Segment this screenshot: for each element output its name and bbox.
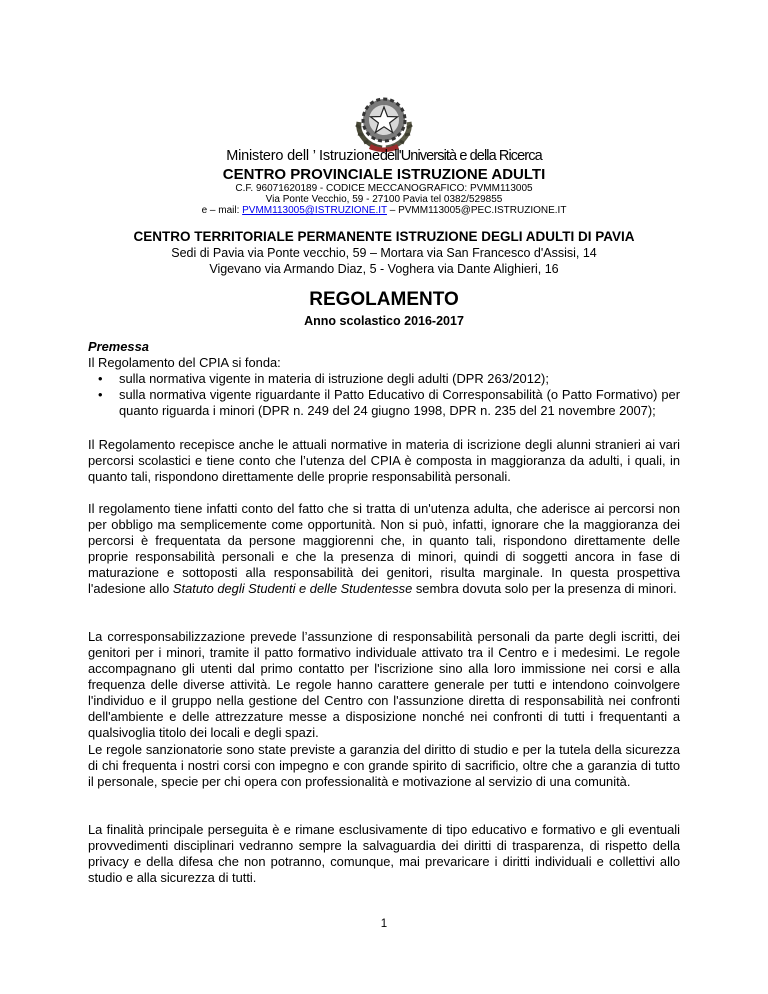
intro-sentence: Il Regolamento del CPIA si fonda: [88, 355, 281, 370]
locations-line-2: Vigevano via Armando Diaz, 5 - Voghera via Dante Alighieri, 16 [209, 262, 559, 276]
list-item-text: sulla normativa vigente riguardante il Patto Educativo di Corresponsabilità (o Patto Formativo) per quanto riguarda i minori (DPR n. 249 del 24 giugno 1998, DPR n. 235 del 21 novembre 2007); [119, 387, 680, 418]
section-heading-premessa: Premessa [88, 339, 149, 354]
ministry-name [0, 148, 768, 164]
paragraph-1: Il Regolamento recepisce anche le attuali normative in materia di iscrizione degli alunni stranieri ai vari percorsi scolastici e tiene conto che l’utenza del CPIA è composta in maggioranza da adulti, i quali, in quanto tali, rispondono direttamente delle proprie responsabilità personali. [88, 437, 680, 484]
document-title: REGOLAMENTO [309, 289, 459, 310]
email-prefix: e – mail: [201, 205, 243, 216]
locations-line-1: Sedi di Pavia via Ponte vecchio, 59 – Mortara via San Francesco d'Assisi, 14 [171, 246, 597, 260]
fiscal-code-line: C.F. 96071620189 - CODICE MECCANOGRAFICO: PVMM113005 [235, 183, 533, 194]
italian-republic-emblem-icon [349, 84, 419, 154]
paragraph-3: La corresponsabilizzazione prevede l’assunzione di responsabilità personali da parte degli iscritti, dei genitori per i minori, tramite il patto formativo individuale attivato tra il Centro e i medesimi. Le regole accompagnano gli utenti dal primo contatto per l'iscrizione sino alla loro immissione nei corsi e alla frequenza delle diverse attività. Le regole hanno carattere generale per tutti e intendono coinvolgere l'individuo e il gruppo nella gestione del Centro con l'assunzione diretta di responsabilità nei confronti dell'ambiente e delle attrezzature messe a disposizione nonché nei confronti di tutti i frequentanti a qualsivoglia titolo dei locali e degli spazi. [88, 629, 680, 740]
center-title: CENTRO TERRITORIALE PERMANENTE ISTRUZIONE DEGLI ADULTI DI PAVIA [133, 229, 635, 244]
ministry-name-part-condensed: dell'Università e della Ricerca [379, 148, 542, 164]
list-item [98, 371, 680, 387]
bullet-icon: • [98, 371, 103, 386]
page-number: 1 [380, 918, 388, 930]
foundation-list [98, 371, 680, 419]
contact-line [0, 205, 768, 217]
ministry-name-part: Ministero dell ’ Istruzione [226, 148, 380, 164]
paragraph-5: La finalità principale perseguita è e rimane esclusivamente di tipo educativo e formativo e gli eventuali provvedimenti disciplinari vedranno sempre la salvaguardia dei diritti di trasparenza, di rispetto della privacy e della difesa che non potranno, comunque, mai prevaricare i diritti individuali e collettivi allo studio e alla sicurezza di tutti. [88, 822, 680, 885]
paragraph-2 [88, 501, 680, 597]
list-item-text: sulla normativa vigente in materia di istruzione degli adulti (DPR 263/2012); [119, 371, 549, 386]
paragraph-2-end: sembra dovuta solo per la presenza di minori. [412, 581, 677, 596]
school-year: Anno scolastico 2016-2017 [304, 314, 464, 328]
statute-title: Statuto degli Studenti e delle Studentesse [172, 581, 413, 596]
email-link[interactable]: PVMM113005@ISTRUZIONE.IT [242, 205, 387, 216]
institute-title: CENTRO PROVINCIALE ISTRUZIONE ADULTI [222, 166, 546, 183]
pec-address: – PVMM113005@PEC.ISTRUZIONE.IT [386, 205, 567, 216]
paragraph-2-text: Il regolamento tiene infatti conto del fatto che si tratta di un'utenza adulta, che aderisce ai percorsi non per obbligo ma semplicemente come opportunità. Non si può, infatti, ignorare che la maggioranza dei percorsi è frequentata da persone maggiorenni che, in quanto tali, rispondono direttamente delle proprie responsabilità personali e che la presenza di minori, quindi di soggetti ancora in fase di maturazione e sottoposti alla responsabilità dei genitori, risulta marginale. In questa prospettiva l'adesione allo [88, 501, 680, 596]
list-item [98, 387, 680, 419]
bullet-icon: • [98, 387, 103, 402]
paragraph-4: Le regole sanzionatorie sono state previste a garanzia del diritto di studio e per la tutela della sicurezza di chi frequenta i nostri corsi con impegno e con grande spirito di sacrificio, oltre che a garanzia di tutto il personale, specie per chi opera con professionalità e motivazione al servizio di una comunità. [88, 742, 680, 789]
address-line: Via Ponte Vecchio, 59 - 27100 Pavia tel 0382/529855 [265, 194, 503, 205]
